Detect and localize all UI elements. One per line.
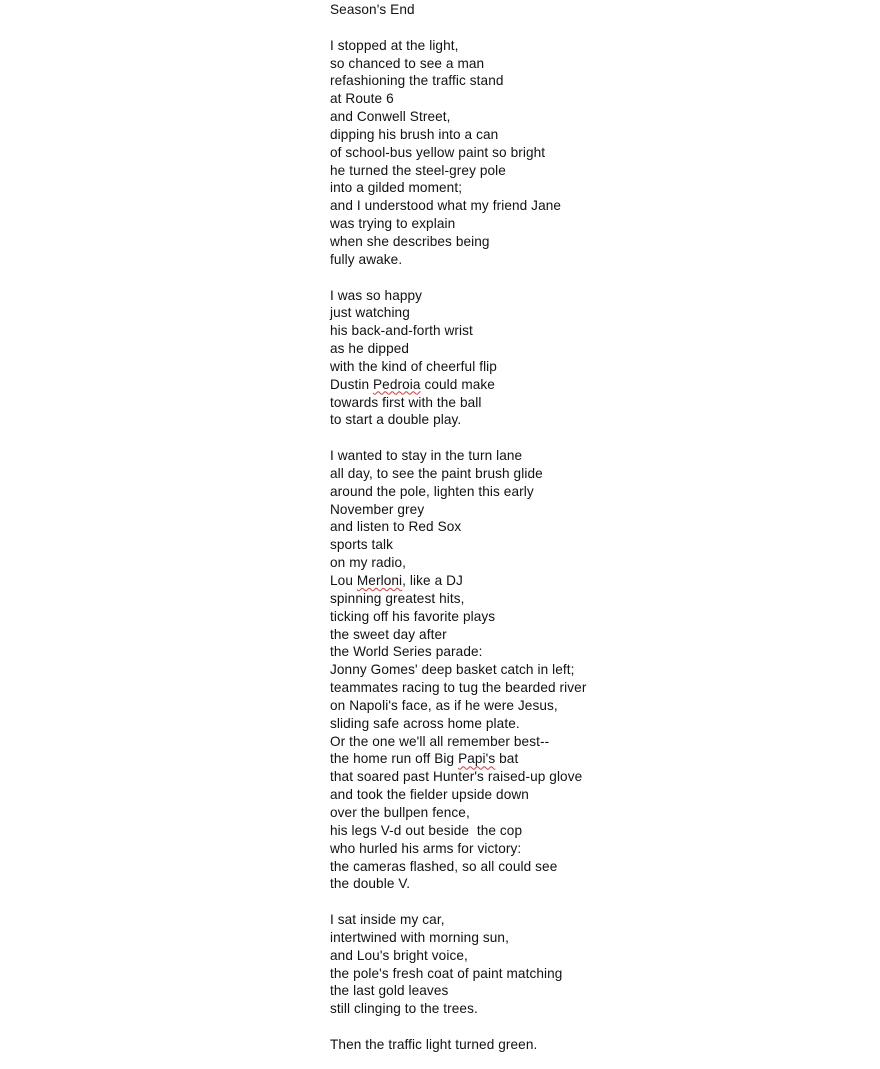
spellcheck-flagged-word: Papi's [458,751,496,767]
poem-line: at Route 6 [330,91,394,107]
poem-line: I stopped at the light, [330,37,459,53]
poem-line: to start a double play. [330,412,462,428]
stanza [330,447,830,893]
poem-line: so chanced to see a man [330,55,485,71]
poem-line: around the pole, lighten this early [330,483,534,499]
poem-line: teammates racing to tug the bearded river [330,680,587,696]
poem-line: of school-bus yellow paint so bright [330,144,546,160]
poem-line: and I understood what my friend Jane [330,198,562,214]
poem-line: just watching [330,305,410,321]
poem-line: and took the fielder upside down [330,787,529,803]
stanza [330,37,830,269]
poem-line: I sat inside my car, [330,912,445,928]
poem-line: I was so happy [330,287,423,303]
poem-line: I wanted to stay in the turn lane [330,448,523,464]
poem-line: on Napoli's face, as if he were Jesus, [330,697,558,713]
poem-line: the sweet day after [330,626,447,642]
poem-line: on my radio, [330,555,406,571]
poem-line: his legs V-d out beside the cop [330,822,523,838]
poem-line: still clinging to the trees. [330,1001,478,1017]
poem-line: his back-and-forth wrist [330,323,473,339]
poem-line: when she describes being [330,233,490,249]
poem-line: sports talk [330,537,394,553]
poem-line: fully awake. [330,251,403,267]
poem-line: ticking off his favorite plays [330,608,496,624]
stanza [330,1036,830,1054]
poem-line: the last gold leaves [330,983,449,999]
spellcheck-flagged-word: Merloni [356,573,403,588]
poem-line: refashioning the traffic stand [330,73,504,89]
poem-line: was trying to explain [330,216,456,232]
poem-line: sliding safe across home plate. [330,715,520,731]
poem-line: and Lou's bright voice, [330,947,468,963]
poem-line: towards first with the ball [330,394,482,410]
poem-line: Lou Merloni, like a DJ [330,573,463,588]
poem-line: dipping his brush into a can [330,126,499,142]
poem-line: with the kind of cheerful flip [330,358,497,374]
poem-line: and listen to Red Sox [330,519,462,535]
stanza [330,287,830,430]
poem-line: the World Series parade: [330,644,483,660]
poem-line: who hurled his arms for victory: [330,840,522,856]
poem-line: all day, to see the paint brush glide [330,465,543,481]
poem-line: the pole's fresh coat of paint matching [330,965,563,981]
poem-line: Then the traffic light turned green. [330,1036,538,1052]
stanza [330,911,830,1018]
poem-line: into a gilded moment; [330,180,463,196]
poem-line: that soared past Hunter's raised-up glove [330,769,583,785]
poem-line: the home run off Big Papi's bat [330,751,519,767]
poem-line: spinning greatest hits, [330,590,465,606]
poem-document [330,1,830,1054]
poem-line: and Conwell Street, [330,109,451,125]
poem-line: Dustin Pedroia could make [330,376,495,392]
poem-line: Or the one we'll all remember best-- [330,733,550,749]
poem-title: Season's End [330,2,415,17]
poem-line: Jonny Gomes' deep basket catch in left; [330,662,575,678]
spellcheck-flagged-word: Pedroia [373,376,421,392]
poem-line: as he dipped [330,341,410,357]
poem-line: he turned the steel-grey pole [330,162,506,178]
poem-line: the cameras flashed, so all could see [330,858,558,874]
poem-line: November grey [330,501,425,517]
poem-body [330,37,830,1054]
poem-line: the double V. [330,876,411,892]
poem-line: intertwined with morning sun, [330,929,509,945]
poem-line: over the bullpen fence, [330,804,470,820]
